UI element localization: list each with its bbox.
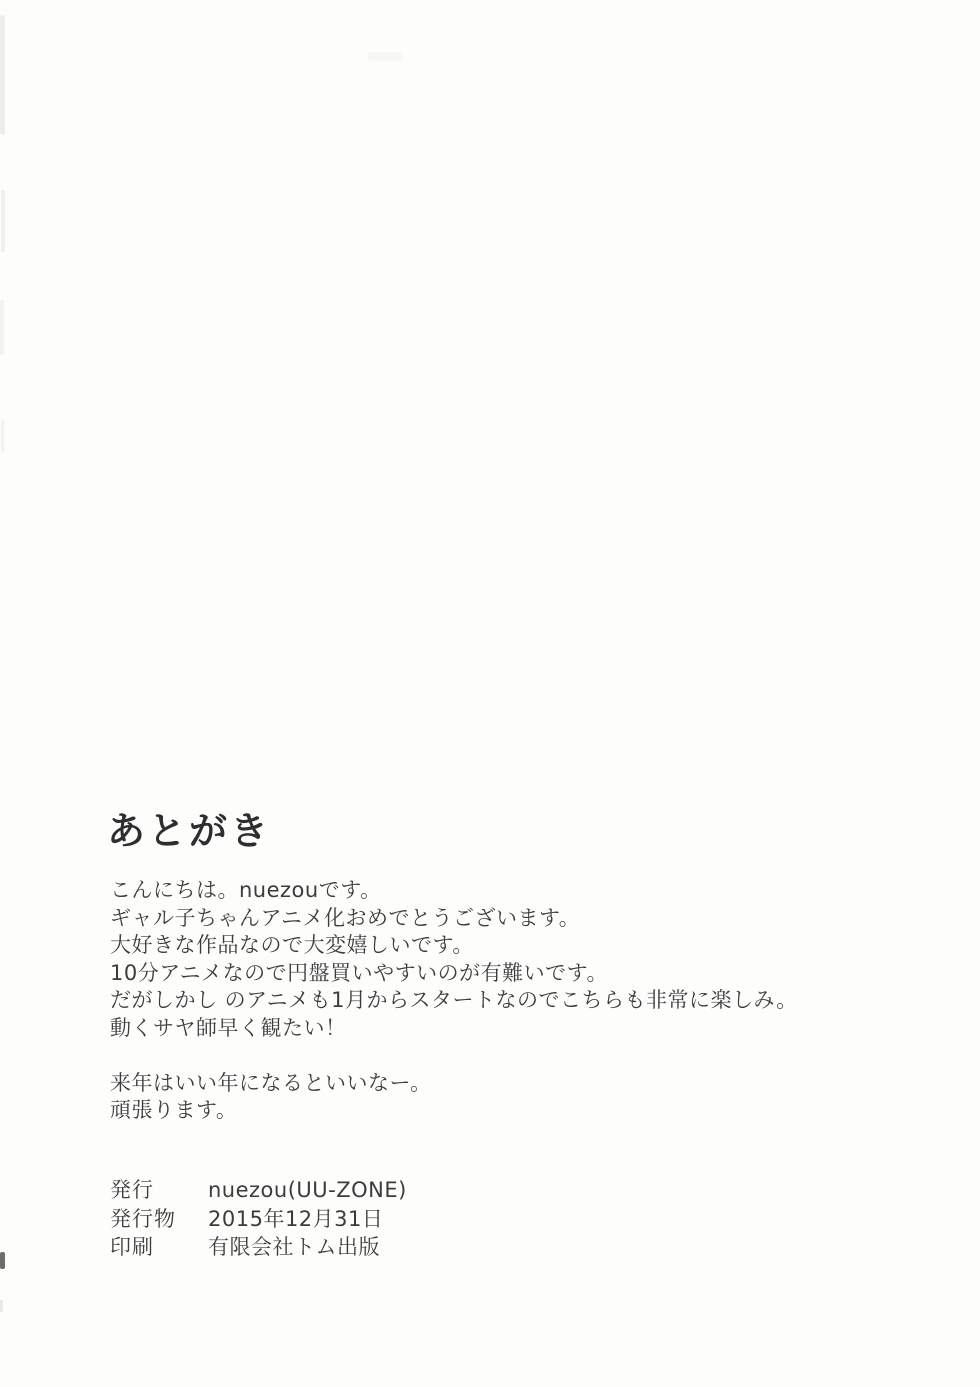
scan-smudge [368,52,402,61]
body-line: こんにちは。nuezouです。 [110,878,382,902]
colophon-row [110,1176,407,1205]
body-line-blank [110,1042,798,1070]
colophon [110,1176,407,1262]
body-line: 10分アニメなので円盤買いやすいのが有難いです。 [110,960,608,985]
colophon-value: nuezou(UU-ZONE) [208,1178,407,1202]
afterword-body [110,877,798,1125]
body-line: 大好きな作品なので大変嬉しいです。 [110,933,474,957]
scan-edge-artifact [0,300,4,355]
colophon-row [110,1233,407,1262]
colophon-label: 発行 [110,1178,154,1202]
body-line: ギャル子ちゃんアニメ化おめでとうございます。 [110,905,581,930]
colophon-label: 印刷 [110,1235,154,1259]
body-line: だがしかし のアニメも1月からスタートなのでこちらも非常に楽しみ。 [110,988,798,1012]
scan-edge-artifact [1,420,4,452]
colophon-value: 有限会社トム出版 [208,1235,380,1259]
scan-edge-mark [0,1252,5,1269]
body-line: 頑張ります。 [110,1098,238,1122]
scan-edge-artifact [0,15,5,135]
body-line: 来年はいい年になるといいなー。 [110,1070,432,1095]
colophon-row [110,1205,407,1234]
scan-edge-artifact [1,190,5,252]
body-line: 動くサヤ師早く観たい！ [110,1015,347,1040]
colophon-value: 2015年12月31日 [208,1206,384,1231]
colophon-label: 発行物 [110,1206,176,1231]
afterword-heading: あとがき [107,809,272,853]
scan-edge-artifact [0,1300,3,1312]
